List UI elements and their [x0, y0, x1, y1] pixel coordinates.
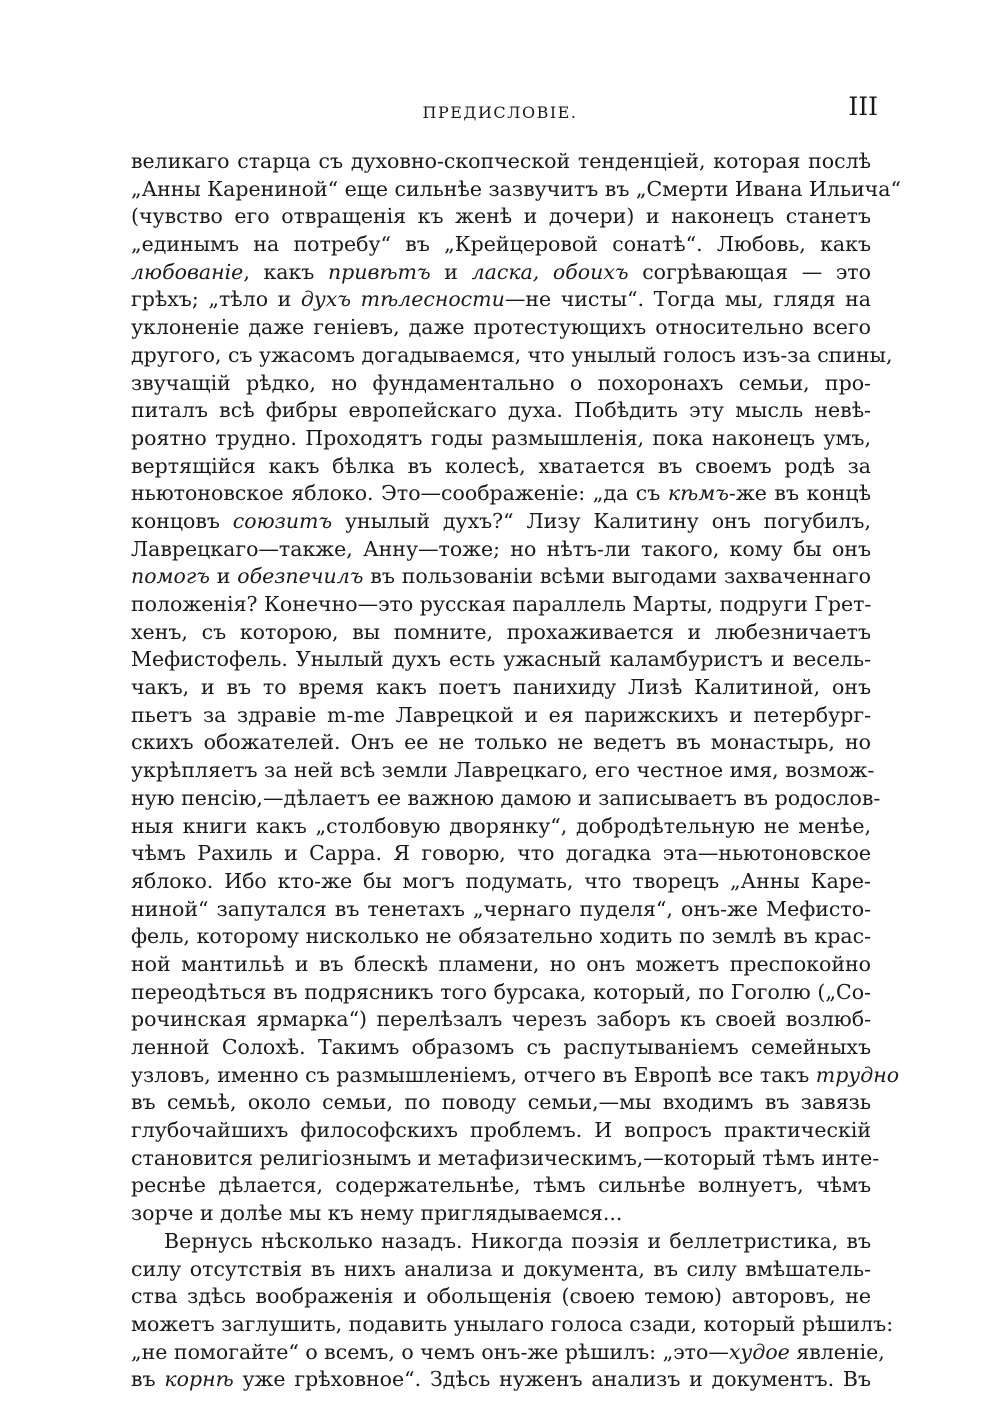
text-line: [131, 923, 871, 951]
text-line: [131, 259, 871, 287]
text-run: ныя книги какъ „столбовую дворянку“, добродѣтельную не менѣе,: [131, 813, 871, 838]
text-run: концовъ: [131, 508, 233, 533]
text-run: другого, съ ужасомъ догадываемся, что унылый голосъ изъ-за спины,: [131, 342, 893, 367]
text-run: „Анны Карениной“ еще сильнѣе зазвучитъ въ „Смерти Ивана Ильича“: [131, 176, 901, 201]
text-line: [131, 702, 871, 730]
paragraph-2: [131, 1228, 894, 1394]
text-run: унылый духъ?“ Лизу Калитину онъ погубилъ,: [332, 508, 871, 533]
text-line: [131, 1172, 871, 1200]
text-line: [131, 1256, 871, 1284]
text-line: [131, 785, 881, 813]
italic-emphasis: любованіе: [131, 259, 244, 284]
text-run: фель, которому нисколько не обязательно ходить по землѣ въ крас-: [131, 924, 871, 949]
text-line: [131, 757, 875, 785]
italic-emphasis: союзитъ: [232, 508, 333, 533]
text-run: великаго старца съ духовно-скопческой тенденціей, которая послѣ: [131, 149, 871, 173]
text-run: можетъ заглушить, подавить унылаго голоса сзади, который рѣшилъ:: [131, 1311, 894, 1336]
text-run: -же въ концѣ: [728, 481, 871, 506]
italic-emphasis: кѣмъ: [667, 481, 729, 506]
text-run: и: [430, 259, 472, 284]
text-line: [131, 840, 871, 868]
text-line: [131, 591, 871, 619]
text-line: [131, 813, 871, 841]
text-run: хенъ, съ которою, вы помните, прохаживается и любезничаетъ: [131, 619, 871, 644]
text-run: переодѣться въ подрясникъ того бурсака, который, по Гоголю („Со-: [131, 979, 871, 1004]
text-line: [131, 619, 871, 647]
body-text: [131, 148, 901, 1394]
paragraph-1: [131, 148, 901, 1228]
text-line: [131, 1145, 880, 1173]
text-run: силу отсутствія въ нихъ анализа и документа, въ силу вмѣшатель-: [131, 1256, 871, 1281]
text-line: [131, 425, 871, 453]
text-run: грѣхъ; „тѣло и: [131, 287, 301, 312]
text-run: согрѣвающая — это: [628, 259, 871, 284]
text-line: [131, 896, 871, 924]
text-line: [131, 1311, 894, 1339]
italic-emphasis: помогъ: [131, 564, 210, 589]
text-run: зорче и долѣе мы къ нему приглядываемся...: [131, 1201, 623, 1226]
italic-emphasis: ласка, обоихъ: [471, 259, 629, 284]
text-run: чѣмъ Рахиль и Сарра. Я говорю, что догадка эта—ньютоновское: [131, 841, 871, 866]
text-line: [131, 148, 871, 176]
text-line: [131, 868, 871, 896]
page-number: III: [848, 92, 878, 121]
text-line: [131, 370, 871, 398]
text-line: [131, 1034, 871, 1062]
text-run: пьетъ за здравіе m-me Лаврецкой и ея парижскихъ и петербург-: [131, 702, 871, 727]
text-line: [131, 1228, 871, 1256]
text-run: уже грѣховное“. Здѣсь нуженъ анализъ и документъ. Въ: [233, 1367, 871, 1392]
text-line: [131, 1117, 871, 1145]
text-run: ниной“ запутался въ тенетахъ „чернаго пуделя“, онъ-же Мефисто-: [131, 896, 871, 921]
text-run: чакъ, и въ то время какъ поетъ панихиду Лизѣ Калитиной, онъ: [131, 675, 871, 700]
text-line: [131, 203, 871, 231]
text-run: Мефистофель. Унылый духъ есть ужасный каламбуристъ и весель-: [131, 647, 871, 672]
text-line: [131, 536, 871, 564]
text-run: становится религіознымъ и метафизическимъ,—который тѣмъ инте-: [131, 1145, 880, 1170]
text-line: [131, 674, 871, 702]
text-line: [131, 314, 871, 342]
text-line: [131, 453, 871, 481]
text-line: [131, 979, 871, 1007]
text-run: „единымъ на потребу“ въ „Крейцеровой сонатѣ“. Любовь, какъ: [131, 232, 871, 257]
text-line: [131, 1006, 871, 1034]
text-run: вертящійся какъ бѣлка въ колесѣ, хватается въ своемъ родѣ за: [131, 453, 871, 478]
text-run: рочинская ярмарка“) перелѣзалъ черезъ заборъ къ своей возлюб-: [131, 1007, 871, 1032]
text-line: [131, 508, 871, 536]
text-run: въ семьѣ, около семьи, по поводу семьи,—мы входимъ въ завязь: [131, 1090, 871, 1115]
text-run: глубочайшихъ философскихъ проблемъ. И вопросъ практическій: [131, 1118, 871, 1143]
text-line: [131, 1062, 900, 1090]
text-line: [131, 563, 871, 591]
text-line: [131, 1283, 871, 1311]
italic-emphasis: худое: [728, 1339, 790, 1364]
text-run: въ пользованіи всѣми выгодами захваченнаго: [363, 564, 871, 589]
text-run: положенія? Конечно—это русская параллель Марты, подруги Грет-: [131, 592, 872, 616]
text-line: [131, 176, 901, 204]
text-line: [131, 1200, 871, 1228]
text-run: ную пенсію,—дѣлаетъ ее важною дамою и записываетъ въ родослов-: [131, 785, 881, 810]
text-run: —не чисты“. Тогда мы, глядя на: [504, 287, 872, 312]
text-run: реснѣе дѣлается, содержательнѣе, тѣмъ сильнѣе волнуетъ, чѣмъ: [131, 1173, 871, 1198]
text-line: [131, 397, 871, 425]
text-run: въ: [131, 1367, 165, 1392]
text-run: роятно трудно. Проходятъ годы размышленія, пока наконецъ умъ,: [131, 425, 871, 450]
text-run: (чувство его отвращенія къ женѣ и дочери) и наконецъ станетъ: [131, 204, 871, 229]
text-run: укрѣпляетъ за ней всѣ земли Лаврецкаго, его честное имя, возмож-: [131, 758, 875, 783]
running-header-title: ПРЕДИСЛОВІЕ.: [422, 103, 578, 122]
text-run: яблоко. Ибо кто-же бы могъ подумать, что творецъ „Анны Каре-: [131, 868, 871, 893]
text-run: ленной Солохѣ. Такимъ образомъ съ распутываніемъ семейныхъ: [131, 1035, 871, 1059]
text-line: [131, 342, 893, 370]
text-line: [131, 951, 871, 979]
text-run: Лаврецкаго—также, Анну—тоже; но нѣтъ-ли такого, кому бы онъ: [131, 536, 871, 561]
text-line: [131, 286, 871, 314]
text-run: „не помогайте“ о всемъ, о чемъ онъ-же рѣшилъ: „это—: [131, 1339, 729, 1364]
text-run: , какъ: [243, 259, 328, 284]
italic-emphasis: духъ тѣлесности: [300, 287, 505, 312]
text-line: [131, 729, 871, 757]
text-run: ной мантильѣ и въ блескѣ пламени, но онъ можетъ преспокойно: [131, 951, 871, 976]
text-run: скихъ обожателей. Онъ ее не только не ведетъ въ монастырь, но: [131, 730, 871, 755]
italic-emphasis: обезпечилъ: [237, 564, 364, 589]
text-run: Вернусь нѣсколько назадъ. Никогда поэзія и беллетристика, въ: [164, 1228, 871, 1253]
text-line: [131, 480, 871, 508]
text-run: и: [209, 564, 238, 589]
text-run: узловъ, именно съ размышленіемъ, отчего въ Европѣ все такъ: [131, 1062, 816, 1087]
text-line: [131, 1366, 871, 1394]
italic-emphasis: привѣтъ: [327, 259, 431, 284]
text-line: [131, 646, 871, 674]
text-run: явленіе,: [789, 1339, 885, 1364]
text-run: питалъ всѣ фибры европейскаго духа. Побѣдить эту мысль невѣ-: [131, 398, 871, 423]
italic-emphasis: корнѣ: [164, 1367, 234, 1392]
text-line: [131, 231, 871, 259]
text-run: ства здѣсь воображенія и обольщенія (своею темою) авторовъ, не: [131, 1284, 871, 1309]
italic-emphasis: трудно: [815, 1062, 900, 1087]
text-run: звучащій рѣдко, но фундаментально о похоронахъ семьи, про-: [131, 370, 871, 395]
text-line: [131, 1339, 885, 1367]
text-run: уклоненіе даже геніевъ, даже протестующихъ относительно всего: [131, 315, 871, 340]
text-line: [131, 1089, 871, 1117]
text-run: ньютоновское яблоко. Это—соображеніе: „да съ: [131, 481, 668, 506]
